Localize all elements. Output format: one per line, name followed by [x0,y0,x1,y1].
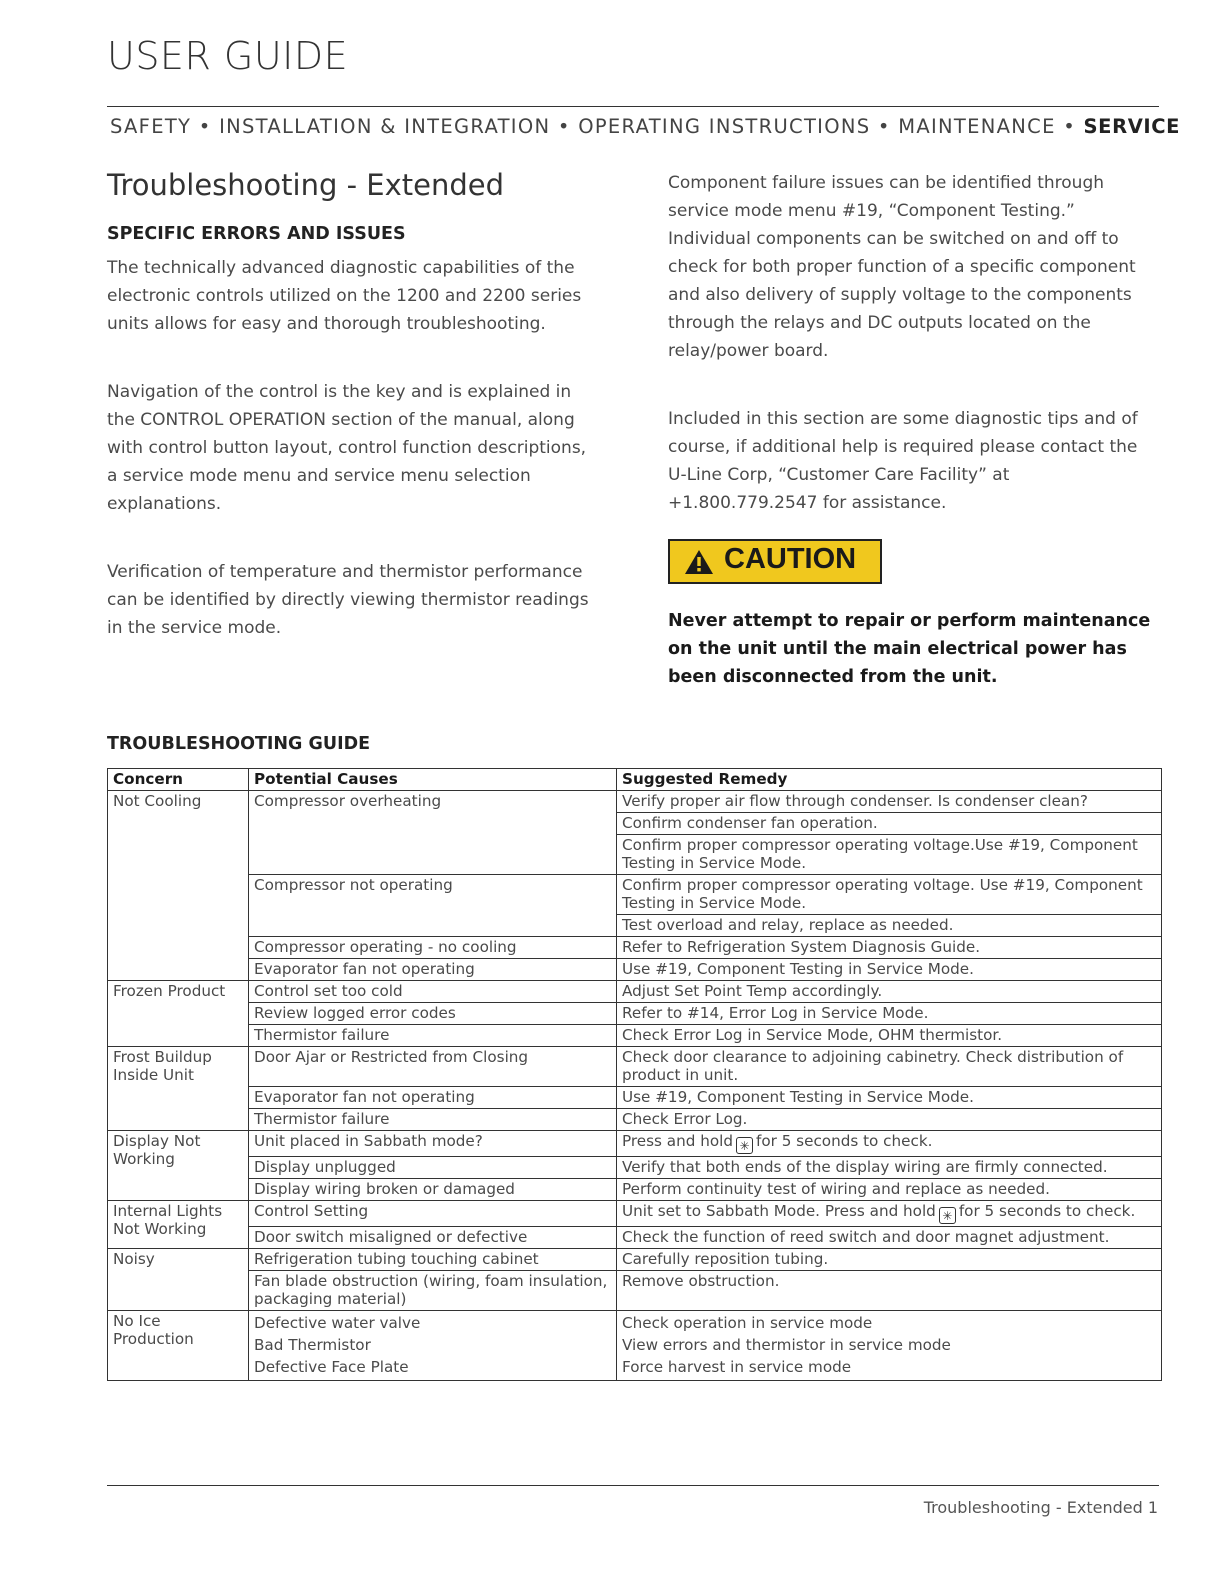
cause-cell: Door Ajar or Restricted from Closing [249,1047,617,1087]
cause-cell: Display unplugged [249,1157,617,1179]
warning-text: Never attempt to repair or perform maintenance on the unit until the main electrical power has been disconnected from the unit. [668,611,1151,687]
paragraph: Component failure issues can be identified through service mode menu #19, “Component Testing.” Individual components can be switched on and off to check for both proper function of a specific component and also delivery of supply voltage to the components through the relays and DC outputs located on the relay/power board. [668,173,1136,361]
header-remedy: Suggested Remedy [617,769,1162,791]
remedy-cell: Unit set to Sabbath Mode. Press and hold ✳ for 5 seconds to check. [617,1201,1162,1227]
remedy-cell: Check door clearance to adjoining cabinetry. Check distribution of product in unit. [617,1047,1162,1087]
footer-rule [107,1485,1159,1486]
table-row [108,1249,1162,1271]
table-row [108,1003,1162,1025]
remedy-cell: Check operation in service mode View errors and thermistor in service mode Force harvest in service mode [617,1311,1162,1381]
guide-title: TROUBLESHOOTING GUIDE [107,734,371,754]
cause-cell: Control Setting [249,1201,617,1227]
table-row [108,1201,1162,1227]
remedy-cell: Verify that both ends of the display wiring are firmly connected. [617,1157,1162,1179]
table-row [108,1157,1162,1179]
warning-triangle-icon [684,549,714,575]
concern-cell: Not Cooling [108,791,249,981]
cause-cell: Fan blade obstruction (wiring, foam insulation, packaging material) [249,1271,617,1311]
remedy-cell: Verify proper air flow through condenser. Is condenser clean? [617,791,1162,813]
caution-warning [668,607,1168,691]
remedy-cell: Refer to #14, Error Log in Service Mode. [617,1003,1162,1025]
left-column [107,254,597,642]
remedy-cell: Check Error Log in Service Mode, OHM thermistor. [617,1025,1162,1047]
table-row [108,1271,1162,1311]
concern-cell: No Ice Production [108,1311,249,1381]
concern-cell: Display Not Working [108,1131,249,1201]
concern-cell: Noisy [108,1249,249,1311]
remedy-cell: Refer to Refrigeration System Diagnosis Guide. [617,937,1162,959]
concern-cell: Frozen Product [108,981,249,1047]
concern-cell: Internal Lights Not Working [108,1201,249,1249]
remedy-cell: Check the function of reed switch and door magnet adjustment. [617,1227,1162,1249]
remedy-cell: Remove obstruction. [617,1271,1162,1311]
table-row [108,1179,1162,1201]
cause-cell: Evaporator fan not operating [249,1087,617,1109]
remedy-cell: Perform continuity test of wiring and replace as needed. [617,1179,1162,1201]
caution-label [668,539,882,584]
caution-text: CAUTION [724,543,857,575]
remedy-cell: Use #19, Component Testing in Service Mode. [617,1087,1162,1109]
cause-cell: Unit placed in Sabbath mode? [249,1131,617,1157]
cause-cell: Control set too cold [249,981,617,1003]
cause-cell: Evaporator fan not operating [249,959,617,981]
remedy-cell: Check Error Log. [617,1109,1162,1131]
sabbath-icon: ✳ [736,1137,753,1154]
remedy-cell: Press and hold ✳ for 5 seconds to check. [617,1131,1162,1157]
paragraph: The technically advanced diagnostic capabilities of the electronic controls utilized on the 1200 and 2200 series units allows for easy and thorough troubleshooting. [107,258,582,334]
table-header-row [108,769,1162,791]
document-title: USER GUIDE [107,34,349,78]
remedy-cell: Confirm proper compressor operating voltage.Use #19, Component Testing in Service Mode. [617,835,1162,875]
table-row [108,1311,1162,1381]
sabbath-icon: ✳ [939,1207,956,1224]
remedy-cell: Use #19, Component Testing in Service Mode. [617,959,1162,981]
remedy-cell: Confirm proper compressor operating voltage. Use #19, Component Testing in Service Mode. [617,875,1162,915]
nav-operating: OPERATING INSTRUCTIONS [578,115,871,138]
cause-cell: Thermistor failure [249,1025,617,1047]
cause-cell: Compressor overheating [249,791,617,875]
cause-cell: Compressor operating - no cooling [249,937,617,959]
table-row [108,791,1162,813]
cause-cell: Door switch misaligned or defective [249,1227,617,1249]
table-row [108,1131,1162,1157]
concern-cell: Frost Buildup Inside Unit [108,1047,249,1131]
remedy-cell: Confirm condenser fan operation. [617,813,1162,835]
nav-safety: SAFETY [110,115,192,138]
footer-page-label: Troubleshooting - Extended 1 [923,1498,1158,1517]
troubleshooting-table [107,768,1162,1381]
table-row [108,1087,1162,1109]
table-row [108,959,1162,981]
subhead-specific-errors: SPECIFIC ERRORS AND ISSUES [107,224,406,244]
table-row [108,937,1162,959]
cause-cell: Defective water valve Bad Thermistor Defective Face Plate [249,1311,617,1381]
cause-cell: Compressor not operating [249,875,617,937]
table-row [108,875,1162,915]
right-column [668,169,1160,517]
cause-cell: Display wiring broken or damaged [249,1179,617,1201]
header-causes: Potential Causes [249,769,617,791]
paragraph: Included in this section are some diagnostic tips and of course, if additional help is required please contact the U-Line Corp, “Customer Care Facility” at +1.800.779.2547 for assistance. [668,409,1138,513]
table-row [108,981,1162,1003]
nav-service-current: SERVICE [1083,115,1181,138]
nav-maintenance: MAINTENANCE [898,115,1056,138]
cause-cell: Refrigeration tubing touching cabinet [249,1249,617,1271]
remedy-cell: Test overload and relay, replace as needed. [617,915,1162,937]
header-concern: Concern [108,769,249,791]
table-row [108,1047,1162,1087]
paragraph: Verification of temperature and thermistor performance can be identified by directly viewing thermistor readings in the service mode. [107,562,589,638]
remedy-cell: Carefully reposition tubing. [617,1249,1162,1271]
section-title: Troubleshooting - Extended [107,168,504,202]
cause-cell: Review logged error codes [249,1003,617,1025]
section-nav: SAFETY • INSTALLATION & INTEGRATION • OPERATING INSTRUCTIONS • MAINTENANCE • SERVICE [110,115,1181,138]
table-row [108,1227,1162,1249]
table-row [108,1109,1162,1131]
paragraph: Navigation of the control is the key and is explained in the CONTROL OPERATION section of the manual, along with control button layout, control function descriptions, a service mode menu and service menu selection explanations. [107,382,587,514]
header-rule [107,106,1159,107]
cause-cell: Thermistor failure [249,1109,617,1131]
nav-installation: INSTALLATION & INTEGRATION [219,115,551,138]
table-row [108,1025,1162,1047]
remedy-cell: Adjust Set Point Temp accordingly. [617,981,1162,1003]
